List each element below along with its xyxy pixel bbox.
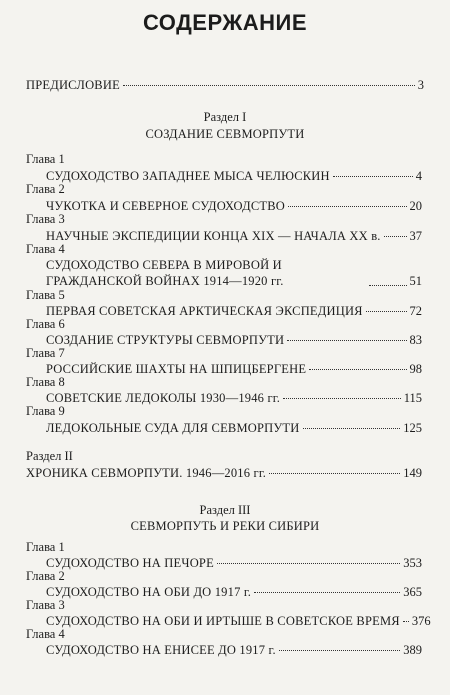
page-number: 51 xyxy=(409,274,422,288)
page-number: 365 xyxy=(403,585,422,599)
toc-entry xyxy=(46,585,422,600)
chapter-label: Глава 6 xyxy=(26,317,65,331)
page-number: 83 xyxy=(409,333,422,347)
chapter-title: СУДОХОДСТВО НА ПЕЧОРЕ xyxy=(46,556,214,570)
leader-dots xyxy=(369,285,407,286)
page-number: 3 xyxy=(417,78,424,92)
toc-entry xyxy=(46,362,422,377)
page-number: 72 xyxy=(409,304,422,318)
chapter-label: Глава 1 xyxy=(26,540,65,554)
chapter-title: СОВЕТСКИЕ ЛЕДОКОЛЫ 1930—1946 гг. xyxy=(46,391,281,405)
chapter-label: Глава 3 xyxy=(26,598,65,612)
leader-dots xyxy=(303,428,401,429)
leader-dots xyxy=(269,473,400,474)
chapter-label: Глава 5 xyxy=(26,288,65,302)
chapter-title: ЧУКОТКА И СЕВЕРНОЕ СУДОХОДСТВО xyxy=(46,199,286,213)
chapter-title: СУДОХОДСТВО СЕВЕРА В МИРОВОЙ И ГРАЖДАНСКОЙ ВОЙНАХ 1914—1920 гг. xyxy=(46,258,284,288)
leader-dots xyxy=(288,206,406,207)
leader-dots xyxy=(384,236,407,237)
leader-dots xyxy=(333,176,413,177)
page-number: 37 xyxy=(409,229,422,243)
section-label: Раздел I xyxy=(203,110,247,124)
chapter-label: Глава 4 xyxy=(26,627,65,641)
page-number: 376 xyxy=(411,614,431,628)
toc-entry-preface xyxy=(26,78,424,93)
page-title: СОДЕРЖАНИЕ xyxy=(142,10,308,35)
page-number: 4 xyxy=(415,169,422,183)
toc-entry xyxy=(46,304,422,319)
leader-dots xyxy=(217,563,400,564)
chapter-title: СУДОХОДСТВО НА ОБИ И ИРТЫШЕ В СОВЕТСКОЕ ВРЕМЯ xyxy=(46,614,400,628)
chapter-label: Глава 2 xyxy=(26,569,65,583)
chapter-label: Глава 2 xyxy=(26,182,65,196)
page-number: 20 xyxy=(409,199,422,213)
leader-dots xyxy=(283,398,401,399)
chapter-label: Глава 8 xyxy=(26,375,65,389)
toc-entry xyxy=(46,333,422,348)
page-number: 125 xyxy=(403,421,422,435)
leader-dots xyxy=(287,340,406,341)
leader-dots xyxy=(254,592,400,593)
chapter-title: СОЗДАНИЕ СТРУКТУРЫ СЕВМОРПУТИ xyxy=(46,333,285,347)
toc-entry xyxy=(46,169,422,184)
chapter-title: НАУЧНЫЕ ЭКСПЕДИЦИИ КОНЦА XIX — НАЧАЛА XX в. xyxy=(46,229,381,243)
section-label: Раздел II xyxy=(26,449,73,463)
chapter-label: Глава 9 xyxy=(26,404,65,418)
leader-dots xyxy=(309,369,406,370)
chapter-title: СУДОХОДСТВО НА ЕНИСЕЕ ДО 1917 г. xyxy=(46,643,276,657)
toc-entry xyxy=(46,421,422,436)
section-title: СОЗДАНИЕ СЕВМОРПУТИ xyxy=(145,127,305,141)
toc-entry-section xyxy=(26,466,422,481)
chapter-label: Глава 7 xyxy=(26,346,65,360)
chapter-label: Глава 3 xyxy=(26,212,65,226)
page-number: 353 xyxy=(403,556,422,570)
chapter-title: СУДОХОДСТВО НА ОБИ ДО 1917 г. xyxy=(46,585,252,599)
chapter-label: Глава 4 xyxy=(26,242,65,256)
preface-title: ПРЕДИСЛОВИЕ xyxy=(26,78,120,92)
leader-dots xyxy=(403,621,409,622)
leader-dots xyxy=(366,311,407,312)
chapter-title: ЛЕДОКОЛЬНЫЕ СУДА ДЛЯ СЕВМОРПУТИ xyxy=(46,421,300,435)
page-number: 149 xyxy=(403,466,422,480)
chapter-label: Глава 1 xyxy=(26,152,65,166)
chapter-title: РОССИЙСКИЕ ШАХТЫ НА ШПИЦБЕРГЕНЕ xyxy=(46,362,307,376)
toc-entry xyxy=(46,643,422,658)
toc-entry xyxy=(46,614,431,629)
leader-dots xyxy=(123,85,415,86)
section-title: ХРОНИКА СЕВМОРПУТИ. 1946—2016 гг. xyxy=(26,466,267,480)
chapter-title: СУДОХОДСТВО ЗАПАДНЕЕ МЫСА ЧЕЛЮСКИН xyxy=(46,169,330,183)
toc-entry xyxy=(46,391,422,406)
leader-dots xyxy=(279,650,400,651)
toc-entry xyxy=(46,229,422,244)
section-label: Раздел III xyxy=(199,503,251,517)
section-title: СЕВМОРПУТЬ И РЕКИ СИБИРИ xyxy=(130,519,320,533)
page-number: 115 xyxy=(403,391,422,405)
toc-entry xyxy=(46,556,422,571)
page-number: 389 xyxy=(403,643,422,657)
toc-entry xyxy=(46,199,422,214)
chapter-title: ПЕРВАЯ СОВЕТСКАЯ АРКТИЧЕСКАЯ ЭКСПЕДИЦИЯ xyxy=(46,304,363,318)
toc-entry xyxy=(46,257,422,289)
page-number: 98 xyxy=(409,362,422,376)
